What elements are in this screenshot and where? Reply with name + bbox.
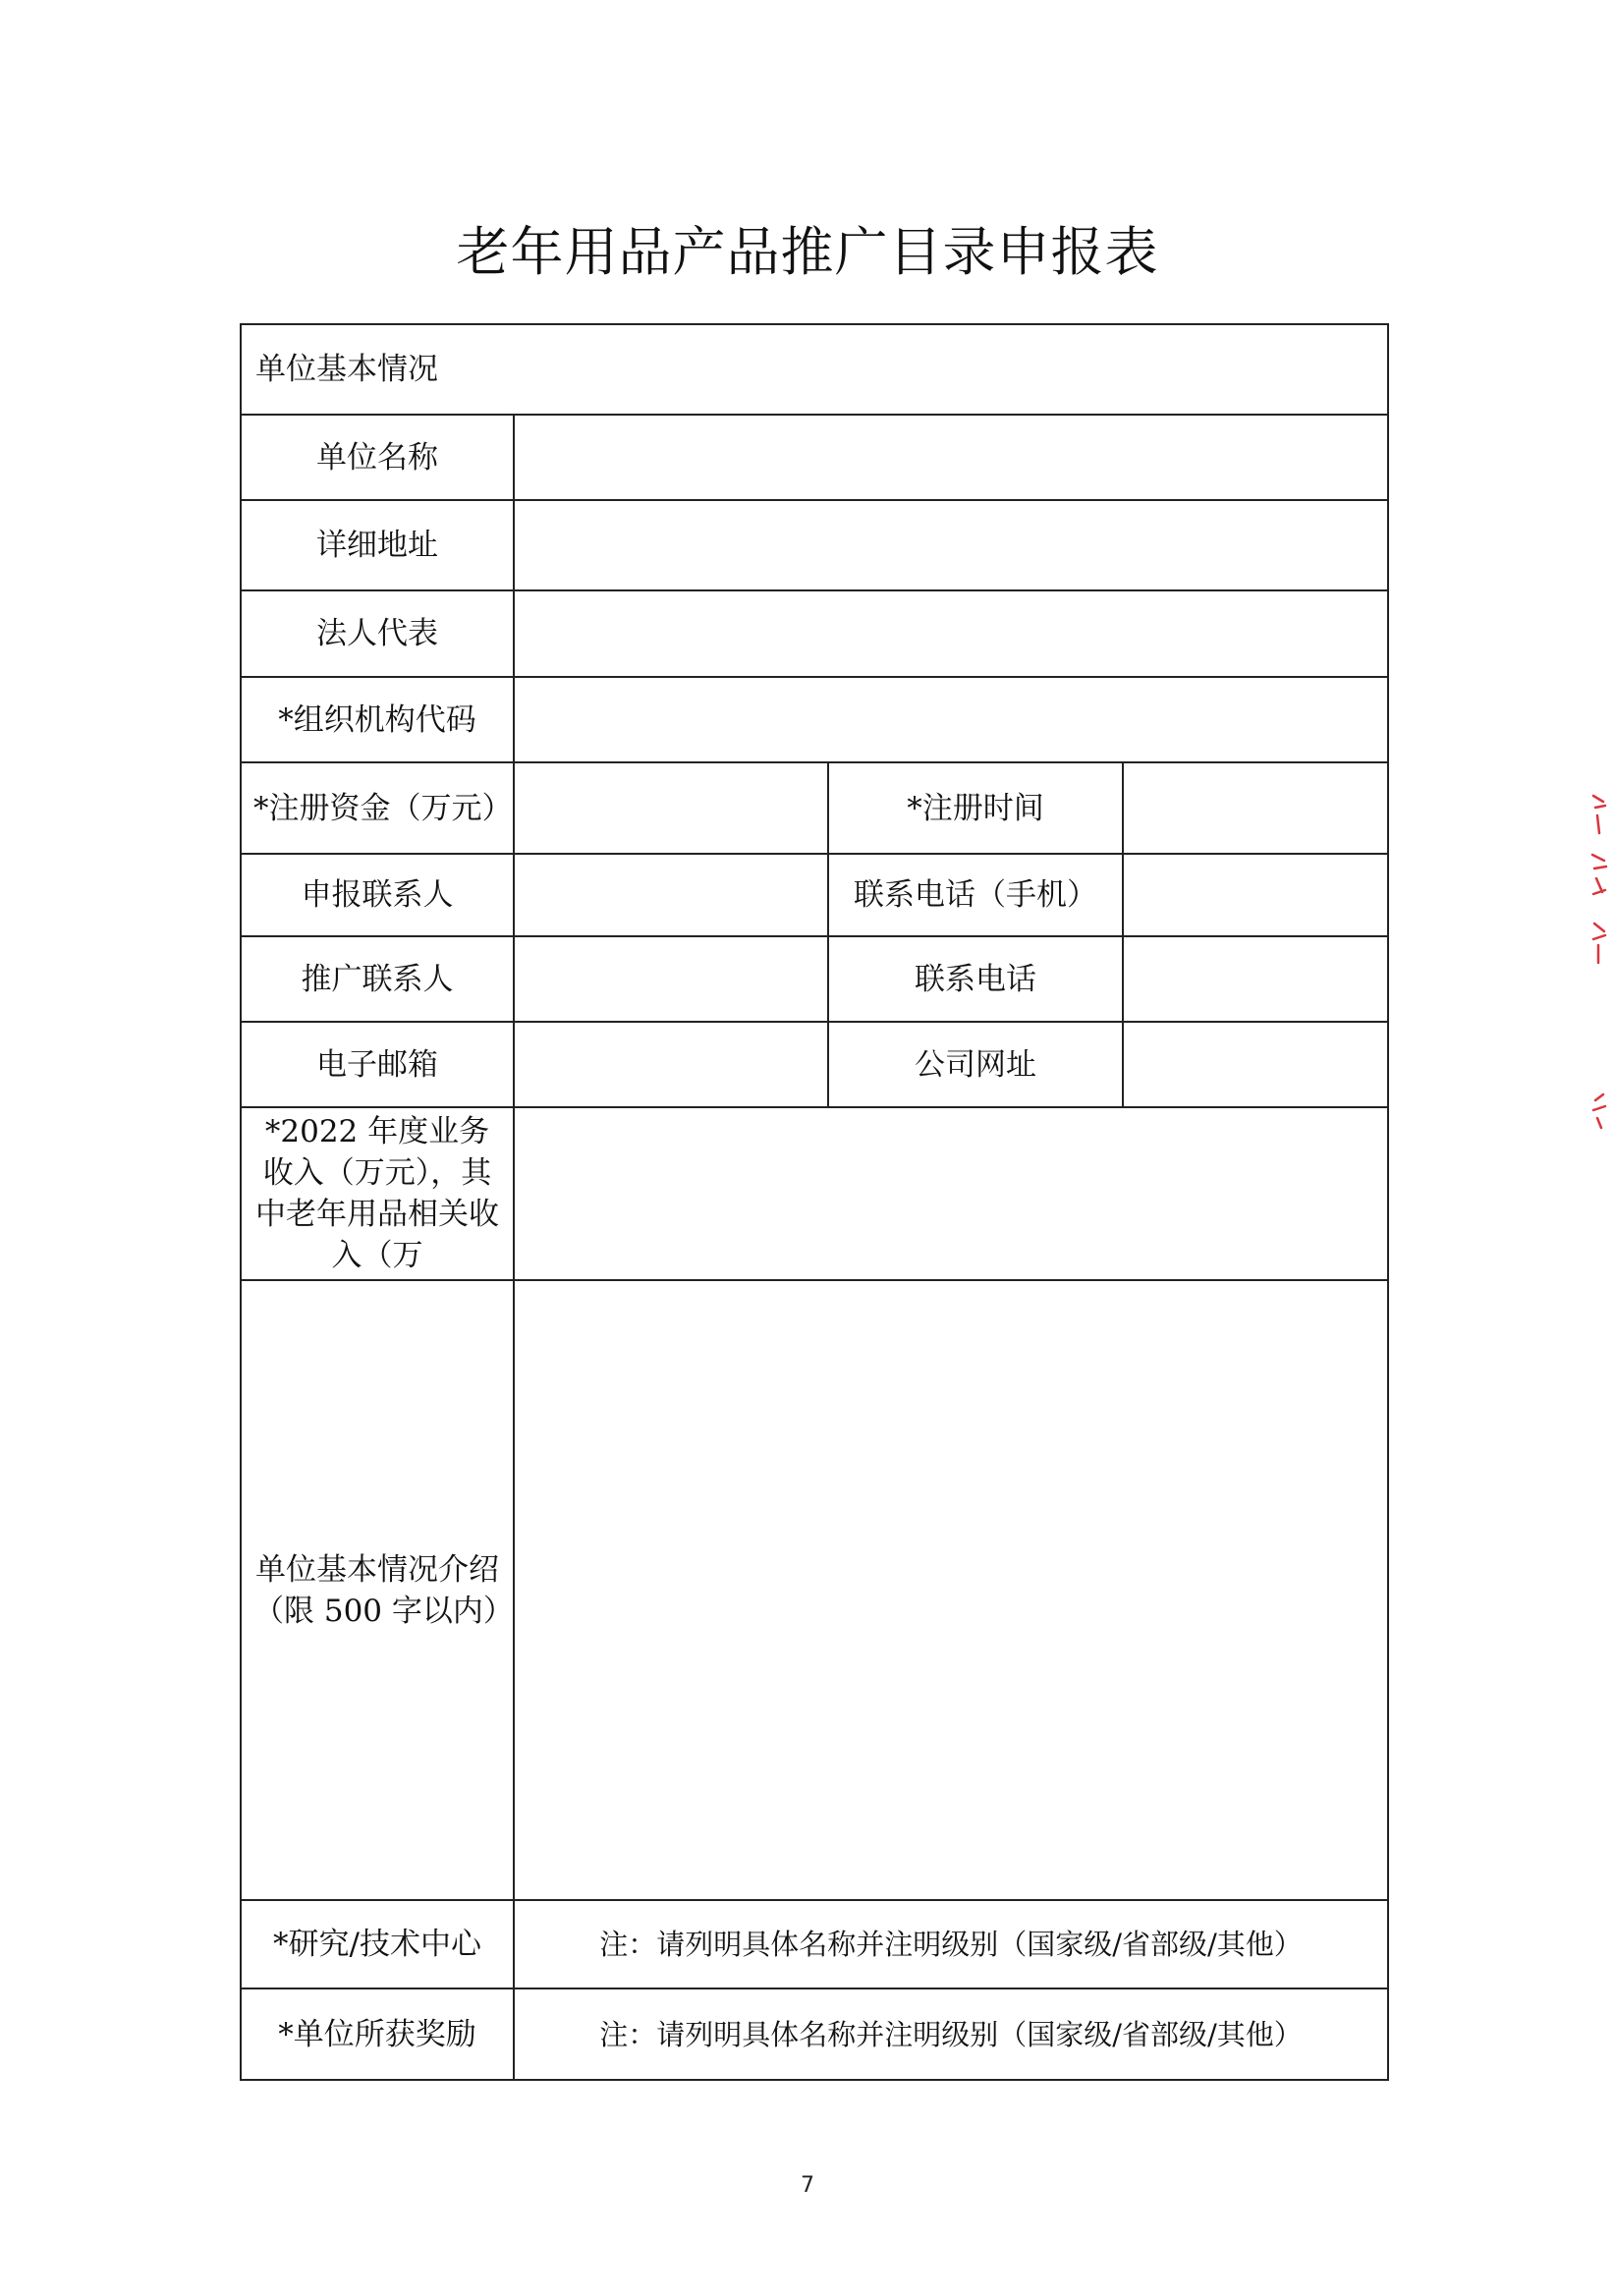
- field-promo-contact[interactable]: [514, 936, 828, 1022]
- section-header: 单位基本情况: [241, 324, 1388, 415]
- note-awards[interactable]: 注：请列明具体名称并注明级别（国家级/省部级/其他）: [514, 1988, 1388, 2080]
- form-row-rd-center: [241, 1900, 1388, 1988]
- label-rd-center: *研究/技术中心: [241, 1900, 514, 1988]
- label-mobile: 联系电话（手机）: [828, 854, 1123, 936]
- label-address: 详细地址: [241, 500, 514, 590]
- field-website[interactable]: [1123, 1022, 1388, 1107]
- page-number: 7: [801, 2173, 814, 2198]
- form-row-registration: [241, 762, 1388, 854]
- form-row-revenue: [241, 1107, 1388, 1280]
- form-row-org-code: [241, 677, 1388, 762]
- field-revenue[interactable]: [514, 1107, 1388, 1280]
- field-intro[interactable]: [514, 1280, 1388, 1900]
- form-row-email: [241, 1022, 1388, 1107]
- field-org-code[interactable]: [514, 677, 1388, 762]
- form-row-unit-name: [241, 415, 1388, 500]
- field-mobile[interactable]: [1123, 854, 1388, 936]
- field-address[interactable]: [514, 500, 1388, 590]
- label-website: 公司网址: [828, 1022, 1123, 1107]
- field-reg-capital[interactable]: [514, 762, 828, 854]
- form-row-section: [241, 324, 1388, 415]
- form-row-address: [241, 500, 1388, 590]
- form-row-intro: [241, 1280, 1388, 1900]
- field-email[interactable]: [514, 1022, 828, 1107]
- label-awards: *单位所获奖励: [241, 1988, 514, 2080]
- form-table: [240, 323, 1389, 2081]
- seal-stamp-fragment: [1589, 776, 1609, 1130]
- label-org-code: *组织机构代码: [241, 677, 514, 762]
- form-row-awards: [241, 1988, 1388, 2080]
- field-reg-time[interactable]: [1123, 762, 1388, 854]
- form-row-applicant-contact: [241, 854, 1388, 936]
- label-promo-contact: 推广联系人: [241, 936, 514, 1022]
- form-row-legal-rep: [241, 590, 1388, 677]
- page-title: 老年用品产品推广目录申报表: [456, 221, 1159, 283]
- field-applicant-contact[interactable]: [514, 854, 828, 936]
- field-unit-name[interactable]: [514, 415, 1388, 500]
- field-phone[interactable]: [1123, 936, 1388, 1022]
- label-revenue: *2022 年度业务收入（万元），其中老年用品相关收入（万: [241, 1107, 514, 1280]
- application-form: [240, 323, 1387, 2081]
- label-applicant-contact: 申报联系人: [241, 854, 514, 936]
- label-reg-time: *注册时间: [828, 762, 1123, 854]
- label-intro: 单位基本情况介绍（限 500 字以内）: [241, 1280, 514, 1900]
- note-rd-center[interactable]: 注：请列明具体名称并注明级别（国家级/省部级/其他）: [514, 1900, 1388, 1988]
- label-unit-name: 单位名称: [241, 415, 514, 500]
- label-phone: 联系电话: [828, 936, 1123, 1022]
- label-email: 电子邮箱: [241, 1022, 514, 1107]
- form-row-promo-contact: [241, 936, 1388, 1022]
- field-legal-rep[interactable]: [514, 590, 1388, 677]
- label-reg-capital: *注册资金（万元）: [241, 762, 514, 854]
- label-legal-rep: 法人代表: [241, 590, 514, 677]
